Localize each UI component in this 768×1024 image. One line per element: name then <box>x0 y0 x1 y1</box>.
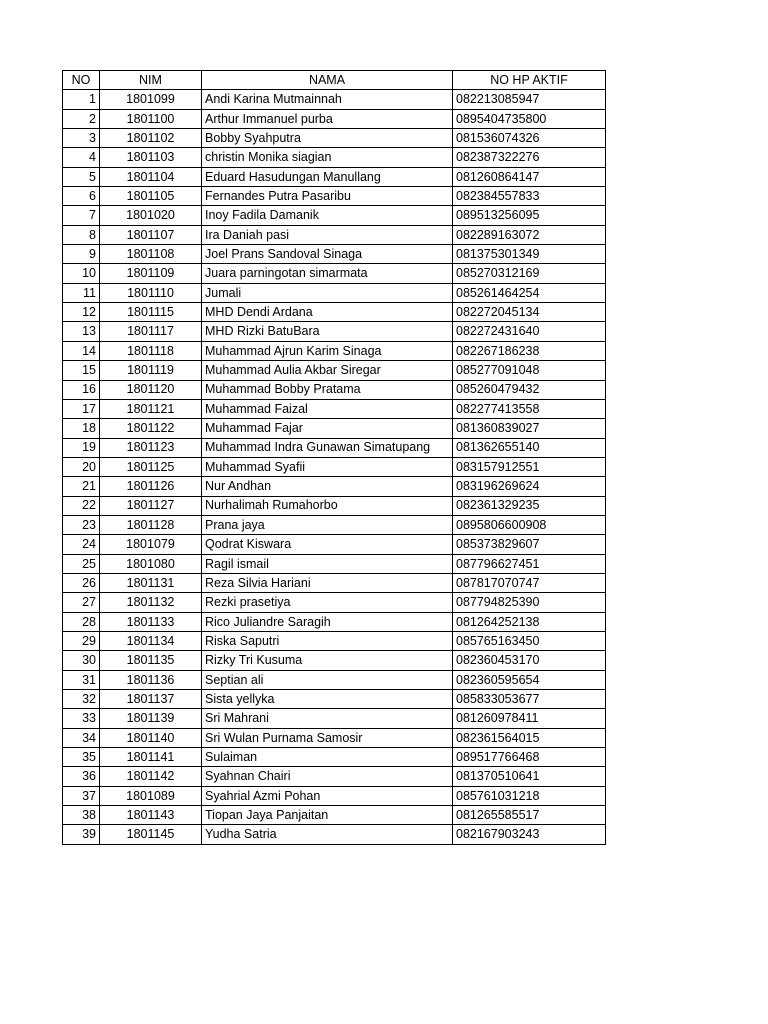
table-row <box>63 651 606 670</box>
row-number: 6 <box>63 187 100 206</box>
table-row <box>63 283 606 302</box>
row-number: 7 <box>63 206 100 225</box>
nama-cell: Bobby Syahputra <box>202 129 453 148</box>
phone-cell: 082213085947 <box>453 90 606 109</box>
nama-cell: Muhammad Syafii <box>202 457 453 476</box>
phone-cell: 082272431640 <box>453 322 606 341</box>
row-number: 5 <box>63 167 100 186</box>
row-number: 18 <box>63 419 100 438</box>
table-row <box>63 361 606 380</box>
phone-cell: 082289163072 <box>453 225 606 244</box>
row-number: 10 <box>63 264 100 283</box>
table-row <box>63 573 606 592</box>
table-row <box>63 438 606 457</box>
table-row <box>63 515 606 534</box>
header-no: NO <box>63 71 100 90</box>
row-number: 20 <box>63 457 100 476</box>
nim-cell: 1801127 <box>100 496 202 515</box>
table-row <box>63 187 606 206</box>
nim-cell: 1801133 <box>100 612 202 631</box>
table-row <box>63 225 606 244</box>
nim-cell: 1801115 <box>100 303 202 322</box>
nim-cell: 1801142 <box>100 767 202 786</box>
phone-cell: 082384557833 <box>453 187 606 206</box>
phone-cell: 0895806600908 <box>453 515 606 534</box>
nim-cell: 1801140 <box>100 728 202 747</box>
row-number: 23 <box>63 515 100 534</box>
header-nim: NIM <box>100 71 202 90</box>
nama-cell: Sista yellyka <box>202 690 453 709</box>
nim-cell: 1801109 <box>100 264 202 283</box>
nim-cell: 1801117 <box>100 322 202 341</box>
nama-cell: Sri Mahrani <box>202 709 453 728</box>
student-contact-table <box>62 70 606 845</box>
row-number: 37 <box>63 786 100 805</box>
nama-cell: Inoy Fadila Damanik <box>202 206 453 225</box>
phone-cell: 081360839027 <box>453 419 606 438</box>
nim-cell: 1801100 <box>100 109 202 128</box>
table-row <box>63 129 606 148</box>
phone-cell: 083157912551 <box>453 457 606 476</box>
nim-cell: 1801118 <box>100 341 202 360</box>
nama-cell: Muhammad Fajar <box>202 419 453 438</box>
nim-cell: 1801107 <box>100 225 202 244</box>
table-row <box>63 167 606 186</box>
row-number: 17 <box>63 399 100 418</box>
phone-cell: 085833053677 <box>453 690 606 709</box>
table-row <box>63 554 606 573</box>
nama-cell: Eduard Hasudungan Manullang <box>202 167 453 186</box>
table-row <box>63 767 606 786</box>
phone-cell: 082167903243 <box>453 825 606 844</box>
row-number: 9 <box>63 245 100 264</box>
row-number: 25 <box>63 554 100 573</box>
row-number: 16 <box>63 380 100 399</box>
nama-cell: Rezki prasetiya <box>202 593 453 612</box>
row-number: 27 <box>63 593 100 612</box>
row-number: 3 <box>63 129 100 148</box>
table-row <box>63 535 606 554</box>
nim-cell: 1801122 <box>100 419 202 438</box>
phone-cell: 081260978411 <box>453 709 606 728</box>
phone-cell: 085373829607 <box>453 535 606 554</box>
nama-cell: Syahnan Chairi <box>202 767 453 786</box>
phone-cell: 082361329235 <box>453 496 606 515</box>
nama-cell: Nurhalimah Rumahorbo <box>202 496 453 515</box>
row-number: 15 <box>63 361 100 380</box>
nama-cell: Muhammad Indra Gunawan Simatupang <box>202 438 453 457</box>
row-number: 38 <box>63 806 100 825</box>
table-row <box>63 457 606 476</box>
phone-cell: 0895404735800 <box>453 109 606 128</box>
table-row <box>63 245 606 264</box>
phone-cell: 087796627451 <box>453 554 606 573</box>
nama-cell: Sri Wulan Purnama Samosir <box>202 728 453 747</box>
nama-cell: Ira Daniah pasi <box>202 225 453 244</box>
nama-cell: Reza Silvia Hariani <box>202 573 453 592</box>
row-number: 39 <box>63 825 100 844</box>
nim-cell: 1801143 <box>100 806 202 825</box>
table-row <box>63 341 606 360</box>
row-number: 11 <box>63 283 100 302</box>
row-number: 33 <box>63 709 100 728</box>
table-row <box>63 380 606 399</box>
nama-cell: Sulaiman <box>202 748 453 767</box>
phone-cell: 082272045134 <box>453 303 606 322</box>
nama-cell: Tiopan Jaya Panjaitan <box>202 806 453 825</box>
table-row <box>63 690 606 709</box>
phone-cell: 087817070747 <box>453 573 606 592</box>
table-body <box>63 90 606 844</box>
nim-cell: 1801126 <box>100 477 202 496</box>
row-number: 21 <box>63 477 100 496</box>
table-row <box>63 593 606 612</box>
nama-cell: Andi Karina Mutmainnah <box>202 90 453 109</box>
table-row <box>63 90 606 109</box>
row-number: 14 <box>63 341 100 360</box>
nim-cell: 1801132 <box>100 593 202 612</box>
table-row <box>63 206 606 225</box>
nim-cell: 1801121 <box>100 399 202 418</box>
nama-cell: Rizky Tri Kusuma <box>202 651 453 670</box>
row-number: 29 <box>63 631 100 650</box>
row-number: 32 <box>63 690 100 709</box>
nim-cell: 1801141 <box>100 748 202 767</box>
row-number: 34 <box>63 728 100 747</box>
nim-cell: 1801079 <box>100 535 202 554</box>
phone-cell: 085761031218 <box>453 786 606 805</box>
table-row <box>63 496 606 515</box>
nama-cell: Nur Andhan <box>202 477 453 496</box>
nama-cell: Muhammad Aulia Akbar Siregar <box>202 361 453 380</box>
nim-cell: 1801125 <box>100 457 202 476</box>
nama-cell: christin Monika siagian <box>202 148 453 167</box>
row-number: 35 <box>63 748 100 767</box>
nim-cell: 1801103 <box>100 148 202 167</box>
phone-cell: 087794825390 <box>453 593 606 612</box>
phone-cell: 082267186238 <box>453 341 606 360</box>
phone-cell: 085765163450 <box>453 631 606 650</box>
nama-cell: Joel Prans Sandoval Sinaga <box>202 245 453 264</box>
nama-cell: Riska Saputri <box>202 631 453 650</box>
nama-cell: Prana jaya <box>202 515 453 534</box>
nama-cell: Muhammad Ajrun Karim Sinaga <box>202 341 453 360</box>
phone-cell: 081264252138 <box>453 612 606 631</box>
nim-cell: 1801119 <box>100 361 202 380</box>
table-row <box>63 399 606 418</box>
row-number: 13 <box>63 322 100 341</box>
nama-cell: Jumali <box>202 283 453 302</box>
row-number: 24 <box>63 535 100 554</box>
table-row <box>63 477 606 496</box>
row-number: 22 <box>63 496 100 515</box>
nim-cell: 1801108 <box>100 245 202 264</box>
nama-cell: Yudha Satria <box>202 825 453 844</box>
row-number: 8 <box>63 225 100 244</box>
phone-cell: 081362655140 <box>453 438 606 457</box>
row-number: 4 <box>63 148 100 167</box>
nim-cell: 1801105 <box>100 187 202 206</box>
phone-cell: 085260479432 <box>453 380 606 399</box>
phone-cell: 081536074326 <box>453 129 606 148</box>
nim-cell: 1801089 <box>100 786 202 805</box>
nim-cell: 1801080 <box>100 554 202 573</box>
nim-cell: 1801136 <box>100 670 202 689</box>
nama-cell: Juara parningotan simarmata <box>202 264 453 283</box>
nim-cell: 1801135 <box>100 651 202 670</box>
table-row <box>63 419 606 438</box>
phone-cell: 082387322276 <box>453 148 606 167</box>
table-row <box>63 786 606 805</box>
phone-cell: 081375301349 <box>453 245 606 264</box>
table-row <box>63 109 606 128</box>
table-row <box>63 264 606 283</box>
table-row <box>63 709 606 728</box>
table-row <box>63 670 606 689</box>
phone-cell: 085277091048 <box>453 361 606 380</box>
nama-cell: Muhammad Bobby Pratama <box>202 380 453 399</box>
row-number: 36 <box>63 767 100 786</box>
nim-cell: 1801137 <box>100 690 202 709</box>
table-row <box>63 728 606 747</box>
phone-cell: 082277413558 <box>453 399 606 418</box>
row-number: 31 <box>63 670 100 689</box>
nama-cell: Fernandes Putra Pasaribu <box>202 187 453 206</box>
table-row <box>63 748 606 767</box>
nama-cell: MHD Rizki BatuBara <box>202 322 453 341</box>
nama-cell: Qodrat Kiswara <box>202 535 453 554</box>
table-row <box>63 322 606 341</box>
nim-cell: 1801123 <box>100 438 202 457</box>
nama-cell: Septian ali <box>202 670 453 689</box>
row-number: 2 <box>63 109 100 128</box>
nim-cell: 1801102 <box>100 129 202 148</box>
nim-cell: 1801131 <box>100 573 202 592</box>
phone-cell: 081370510641 <box>453 767 606 786</box>
table-row <box>63 303 606 322</box>
table-row <box>63 806 606 825</box>
phone-cell: 082361564015 <box>453 728 606 747</box>
table-row <box>63 612 606 631</box>
nim-cell: 1801120 <box>100 380 202 399</box>
phone-cell: 083196269624 <box>453 477 606 496</box>
header-no-hp-aktif: NO HP AKTIF <box>453 71 606 90</box>
nim-cell: 1801020 <box>100 206 202 225</box>
nim-cell: 1801099 <box>100 90 202 109</box>
phone-cell: 081260864147 <box>453 167 606 186</box>
nama-cell: Ragil ismail <box>202 554 453 573</box>
header-nama: NAMA <box>202 71 453 90</box>
table-header-row <box>63 71 606 90</box>
table-row <box>63 825 606 844</box>
phone-cell: 085261464254 <box>453 283 606 302</box>
phone-cell: 082360595654 <box>453 670 606 689</box>
row-number: 1 <box>63 90 100 109</box>
nama-cell: Syahrial Azmi Pohan <box>202 786 453 805</box>
nim-cell: 1801128 <box>100 515 202 534</box>
table-row <box>63 148 606 167</box>
nama-cell: Rico Juliandre Saragih <box>202 612 453 631</box>
nama-cell: Muhammad Faizal <box>202 399 453 418</box>
nim-cell: 1801134 <box>100 631 202 650</box>
phone-cell: 089513256095 <box>453 206 606 225</box>
nama-cell: Arthur Immanuel purba <box>202 109 453 128</box>
nim-cell: 1801104 <box>100 167 202 186</box>
row-number: 30 <box>63 651 100 670</box>
table-row <box>63 631 606 650</box>
nim-cell: 1801139 <box>100 709 202 728</box>
nim-cell: 1801110 <box>100 283 202 302</box>
row-number: 19 <box>63 438 100 457</box>
row-number: 26 <box>63 573 100 592</box>
phone-cell: 085270312169 <box>453 264 606 283</box>
phone-cell: 089517766468 <box>453 748 606 767</box>
row-number: 28 <box>63 612 100 631</box>
row-number: 12 <box>63 303 100 322</box>
nim-cell: 1801145 <box>100 825 202 844</box>
nama-cell: MHD Dendi Ardana <box>202 303 453 322</box>
phone-cell: 081265585517 <box>453 806 606 825</box>
phone-cell: 082360453170 <box>453 651 606 670</box>
